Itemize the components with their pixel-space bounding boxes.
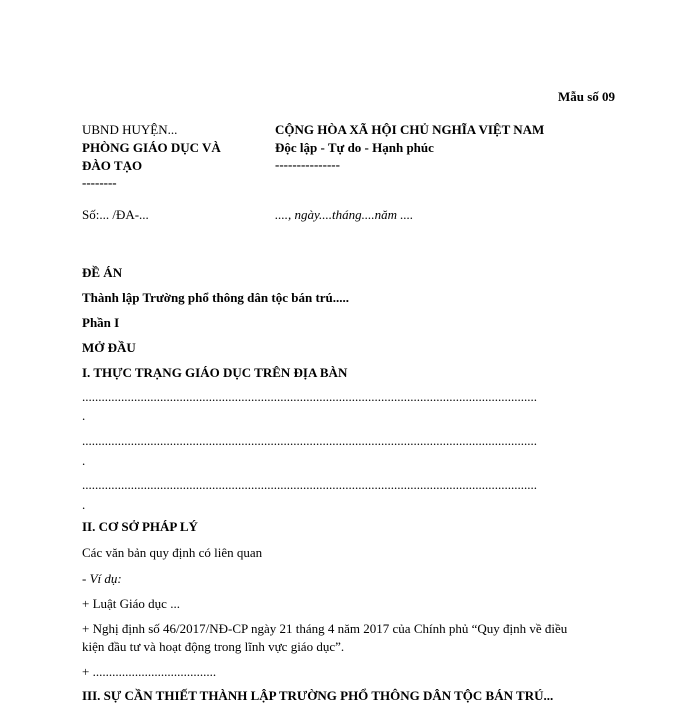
law-item-2-line1: + Nghị định số 46/2017/NĐ-CP ngày 21 tháng 4 năm 2017 của Chính phủ “Quy định về điều (82, 621, 568, 636)
department-name-line2: ĐÀO TẠO (82, 158, 143, 173)
department-name-line1: PHÒNG GIÁO DỤC VÀ (82, 140, 221, 155)
form-number: Mẫu số 09 (558, 89, 616, 104)
law-item-2-line2: kiện đầu tư và hoạt động trong lĩnh vực giáo dục”. (82, 639, 345, 654)
dot-end-2: . (82, 453, 86, 468)
date-line: ...., ngày....tháng....năm .... (275, 207, 414, 222)
section3-heading: III. SỰ CẦN THIẾT THÀNH LẬP TRƯỜNG PHỔ THÔNG DÂN TỘC BÁN TRÚ... (82, 688, 554, 703)
part-label: Phần I (82, 315, 120, 330)
national-title: CỘNG HÒA XÃ HỘI CHỦ NGHĨA VIỆT NAM (275, 122, 545, 137)
example-label: - Ví dụ: (82, 571, 122, 586)
part-title: MỞ ĐẦU (82, 340, 136, 355)
law-item-3: + ...................................... (82, 664, 217, 679)
dotted-line-1: ............................................................................................................................................ (82, 389, 537, 404)
dotted-line-3: ............................................................................................................................................ (82, 477, 537, 492)
right-separator: --------------- (275, 157, 340, 172)
dotted-line-2: ............................................................................................................................................ (82, 433, 537, 448)
left-separator: -------- (82, 175, 117, 190)
dot-end-3: . (82, 497, 86, 512)
district-committee: UBND HUYỆN... (82, 122, 178, 137)
national-motto: Độc lập - Tự do - Hạnh phúc (275, 140, 434, 155)
section2-intro: Các văn bản quy định có liên quan (82, 545, 263, 560)
law-item-1: + Luật Giáo dục ... (82, 596, 180, 611)
dot-end-1: . (82, 408, 86, 423)
document-title: ĐỀ ÁN (82, 265, 123, 280)
document-subtitle: Thành lập Trường phổ thông dân tộc bán trú..... (82, 290, 350, 305)
document-number: Số:... /ĐA-... (82, 207, 149, 222)
section1-heading: I. THỰC TRẠNG GIÁO DỤC TRÊN ĐỊA BÀN (82, 365, 348, 380)
section2-heading: II. CƠ SỞ PHÁP LÝ (82, 519, 198, 534)
